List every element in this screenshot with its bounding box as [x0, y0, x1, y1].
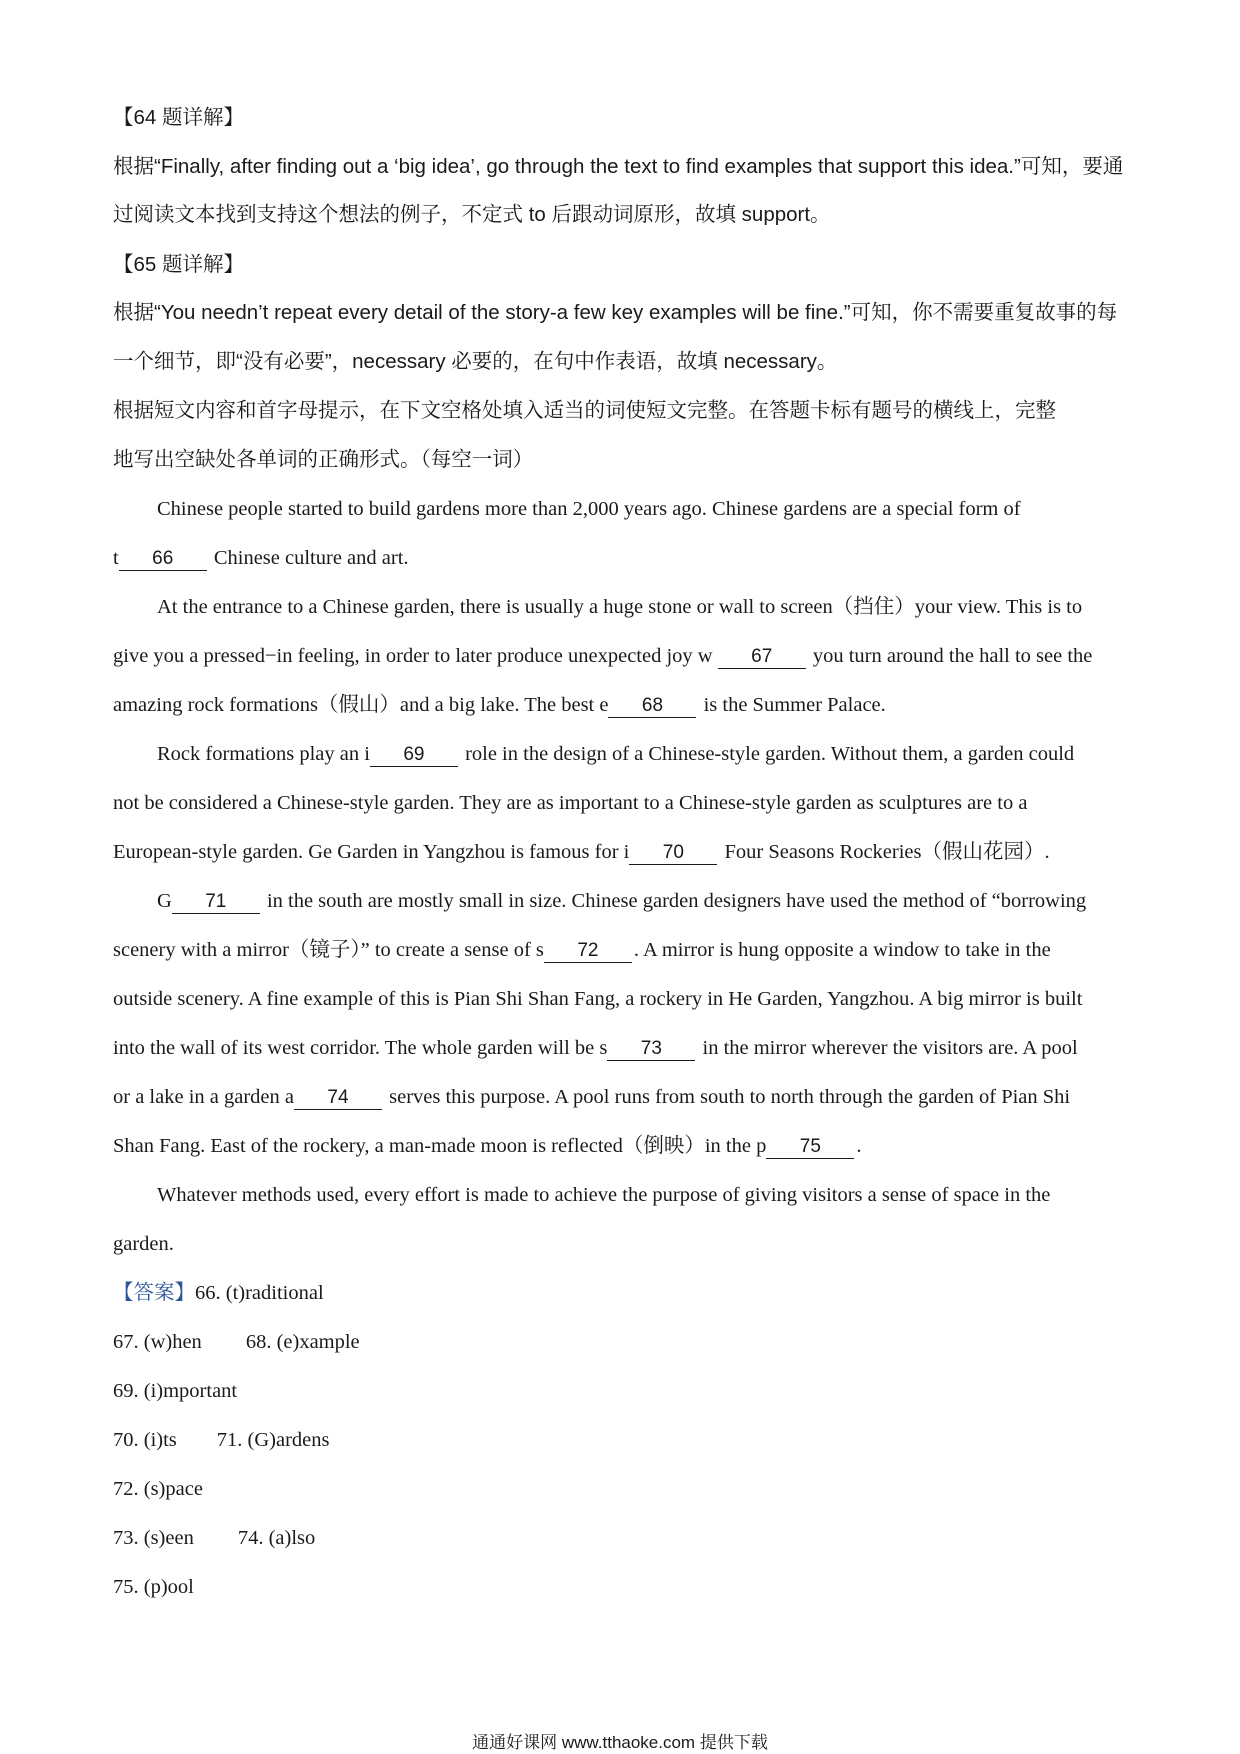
- passage-p4-line6: [113, 1131, 1133, 1161]
- passage-text: or a lake in a garden a: [113, 1086, 294, 1108]
- answer-67: 67. (w)hen: [113, 1331, 202, 1353]
- answers-line7: [113, 1572, 1133, 1602]
- answer-66: 66. (t)raditional: [195, 1282, 324, 1304]
- passage-text: t: [113, 547, 119, 569]
- passage-p2-line3: [113, 690, 1133, 720]
- blank-67: 67: [718, 647, 806, 669]
- blank-73: 73: [607, 1039, 695, 1061]
- blank-74: 74: [294, 1088, 382, 1110]
- blank-70: 70: [629, 843, 717, 865]
- answer-70: 70. (i)ts: [113, 1429, 177, 1451]
- passage-p5-line2: garden.: [113, 1233, 174, 1255]
- passage-text: is the Summer Palace.: [698, 694, 886, 716]
- passage-p3-line2: not be considered a Chinese-style garden. They are as important to a Chinese-style garden as sculptures are to a: [113, 792, 1028, 814]
- passage-text: amazing rock formations（假山）and a big lake. The best e: [113, 694, 609, 716]
- answer-75: 75. (p)ool: [113, 1576, 194, 1598]
- q64-explanation-line1: 根据“Finally, after finding out a ‘big idea’, go through the text to find examples that support this idea.”可知，要通: [113, 155, 1124, 178]
- instructions-line2: 地写出空缺处各单词的正确形式。（每空一词）: [113, 448, 534, 471]
- answer-label: 【答案】: [113, 1281, 195, 1304]
- blank-66: 66: [119, 549, 207, 571]
- answers-line3: [113, 1376, 1133, 1406]
- q65-explanation-line1: 根据“You needn’t repeat every detail of the story-a few key examples will be fine.”可知，你不需要重复故事的每: [113, 301, 1118, 324]
- passage-p2-line2: [113, 641, 1133, 671]
- passage-p3-line1: [157, 739, 1177, 769]
- passage-text: give you a pressed−in feeling, in order to later produce unexpected joy w: [113, 645, 718, 667]
- passage-text: you turn around the hall to see the: [807, 645, 1093, 667]
- passage-text: Chinese culture and art.: [208, 547, 409, 569]
- answers-line2: [113, 1327, 1133, 1357]
- page-footer: 通通好课网 www.tthaoke.com 提供下载: [472, 1733, 768, 1752]
- blank-71: 71: [172, 892, 260, 914]
- answer-72: 72. (s)pace: [113, 1478, 203, 1500]
- q64-heading: 【64 题详解】: [113, 106, 244, 129]
- passage-p3-line3: [113, 837, 1133, 867]
- passage-text: into the wall of its west corridor. The whole garden will be s: [113, 1037, 608, 1059]
- passage-text: European-style garden. Ge Garden in Yangzhou is famous for i: [113, 841, 630, 863]
- answer-74: 74. (a)lso: [237, 1527, 316, 1549]
- answer-68: 68. (e)xample: [245, 1331, 360, 1353]
- answer-73: 73. (s)een: [113, 1527, 194, 1549]
- passage-text: role in the design of a Chinese-style garden. Without them, a garden could: [459, 743, 1075, 765]
- answers-line5: [113, 1474, 1133, 1504]
- passage-p1-line2: [113, 543, 1133, 573]
- passage-p4-line5: [113, 1082, 1133, 1112]
- q64-explanation-line2: 过阅读文本找到支持这个想法的例子，不定式 to 后跟动词原形，故填 support。: [113, 203, 831, 226]
- blank-75: 75: [766, 1137, 854, 1159]
- blank-68: 68: [608, 696, 696, 718]
- passage-text: scenery with a mirror（镜子）” to create a sense of s: [113, 939, 544, 961]
- passage-p4-line3: outside scenery. A fine example of this is Pian Shi Shan Fang, a rockery in He Garden, Yangzhou. A big mirror is built: [113, 988, 1083, 1010]
- q65-explanation-line2: 一个细节，即“没有必要”，necessary 必要的，在句中作表语，故填 necessary。: [113, 350, 838, 373]
- blank-72: 72: [544, 941, 632, 963]
- passage-text: Shan Fang. East of the rockery, a man-made moon is reflected（倒映）in the p: [113, 1135, 767, 1157]
- passage-text: Rock formations play an i: [157, 743, 370, 765]
- instructions-line1: 根据短文内容和首字母提示，在下文空格处填入适当的词使短文完整。在答题卡标有题号的横线上，完整: [113, 399, 1056, 422]
- passage-p4-line2: [113, 935, 1133, 965]
- blank-69: 69: [370, 745, 458, 767]
- passage-text: Four Seasons Rockeries（假山花园）.: [719, 841, 1050, 863]
- passage-p4-line4: [113, 1033, 1133, 1063]
- passage-p4-line1: [157, 886, 1177, 916]
- answers-line1: [113, 1278, 1133, 1308]
- passage-text: in the mirror wherever the visitors are. A pool: [697, 1037, 1078, 1059]
- answer-71: 71. (G)ardens: [216, 1429, 330, 1451]
- passage-p5-line1: Whatever methods used, every effort is made to achieve the purpose of giving visitors a sense of space in the: [157, 1184, 1051, 1206]
- answer-69: 69. (i)mportant: [113, 1380, 238, 1402]
- q65-heading: 【65 题详解】: [113, 253, 244, 276]
- passage-text: serves this purpose. A pool runs from south to north through the garden of Pian Shi: [384, 1086, 1071, 1108]
- passage-p2-line1: At the entrance to a Chinese garden, there is usually a huge stone or wall to screen（挡住）your view. This is to: [157, 596, 1083, 618]
- passage-p1-line1: Chinese people started to build gardens more than 2,000 years ago. Chinese gardens are a special form of: [157, 498, 1021, 520]
- passage-text: .: [856, 1135, 862, 1157]
- passage-text: . A mirror is hung opposite a window to take in the: [633, 939, 1051, 961]
- passage-text: G: [157, 890, 172, 912]
- passage-text: in the south are mostly small in size. Chinese garden designers have used the method of “borrowing: [261, 890, 1087, 912]
- answers-line6: [113, 1523, 1133, 1553]
- answers-line4: [113, 1425, 1133, 1455]
